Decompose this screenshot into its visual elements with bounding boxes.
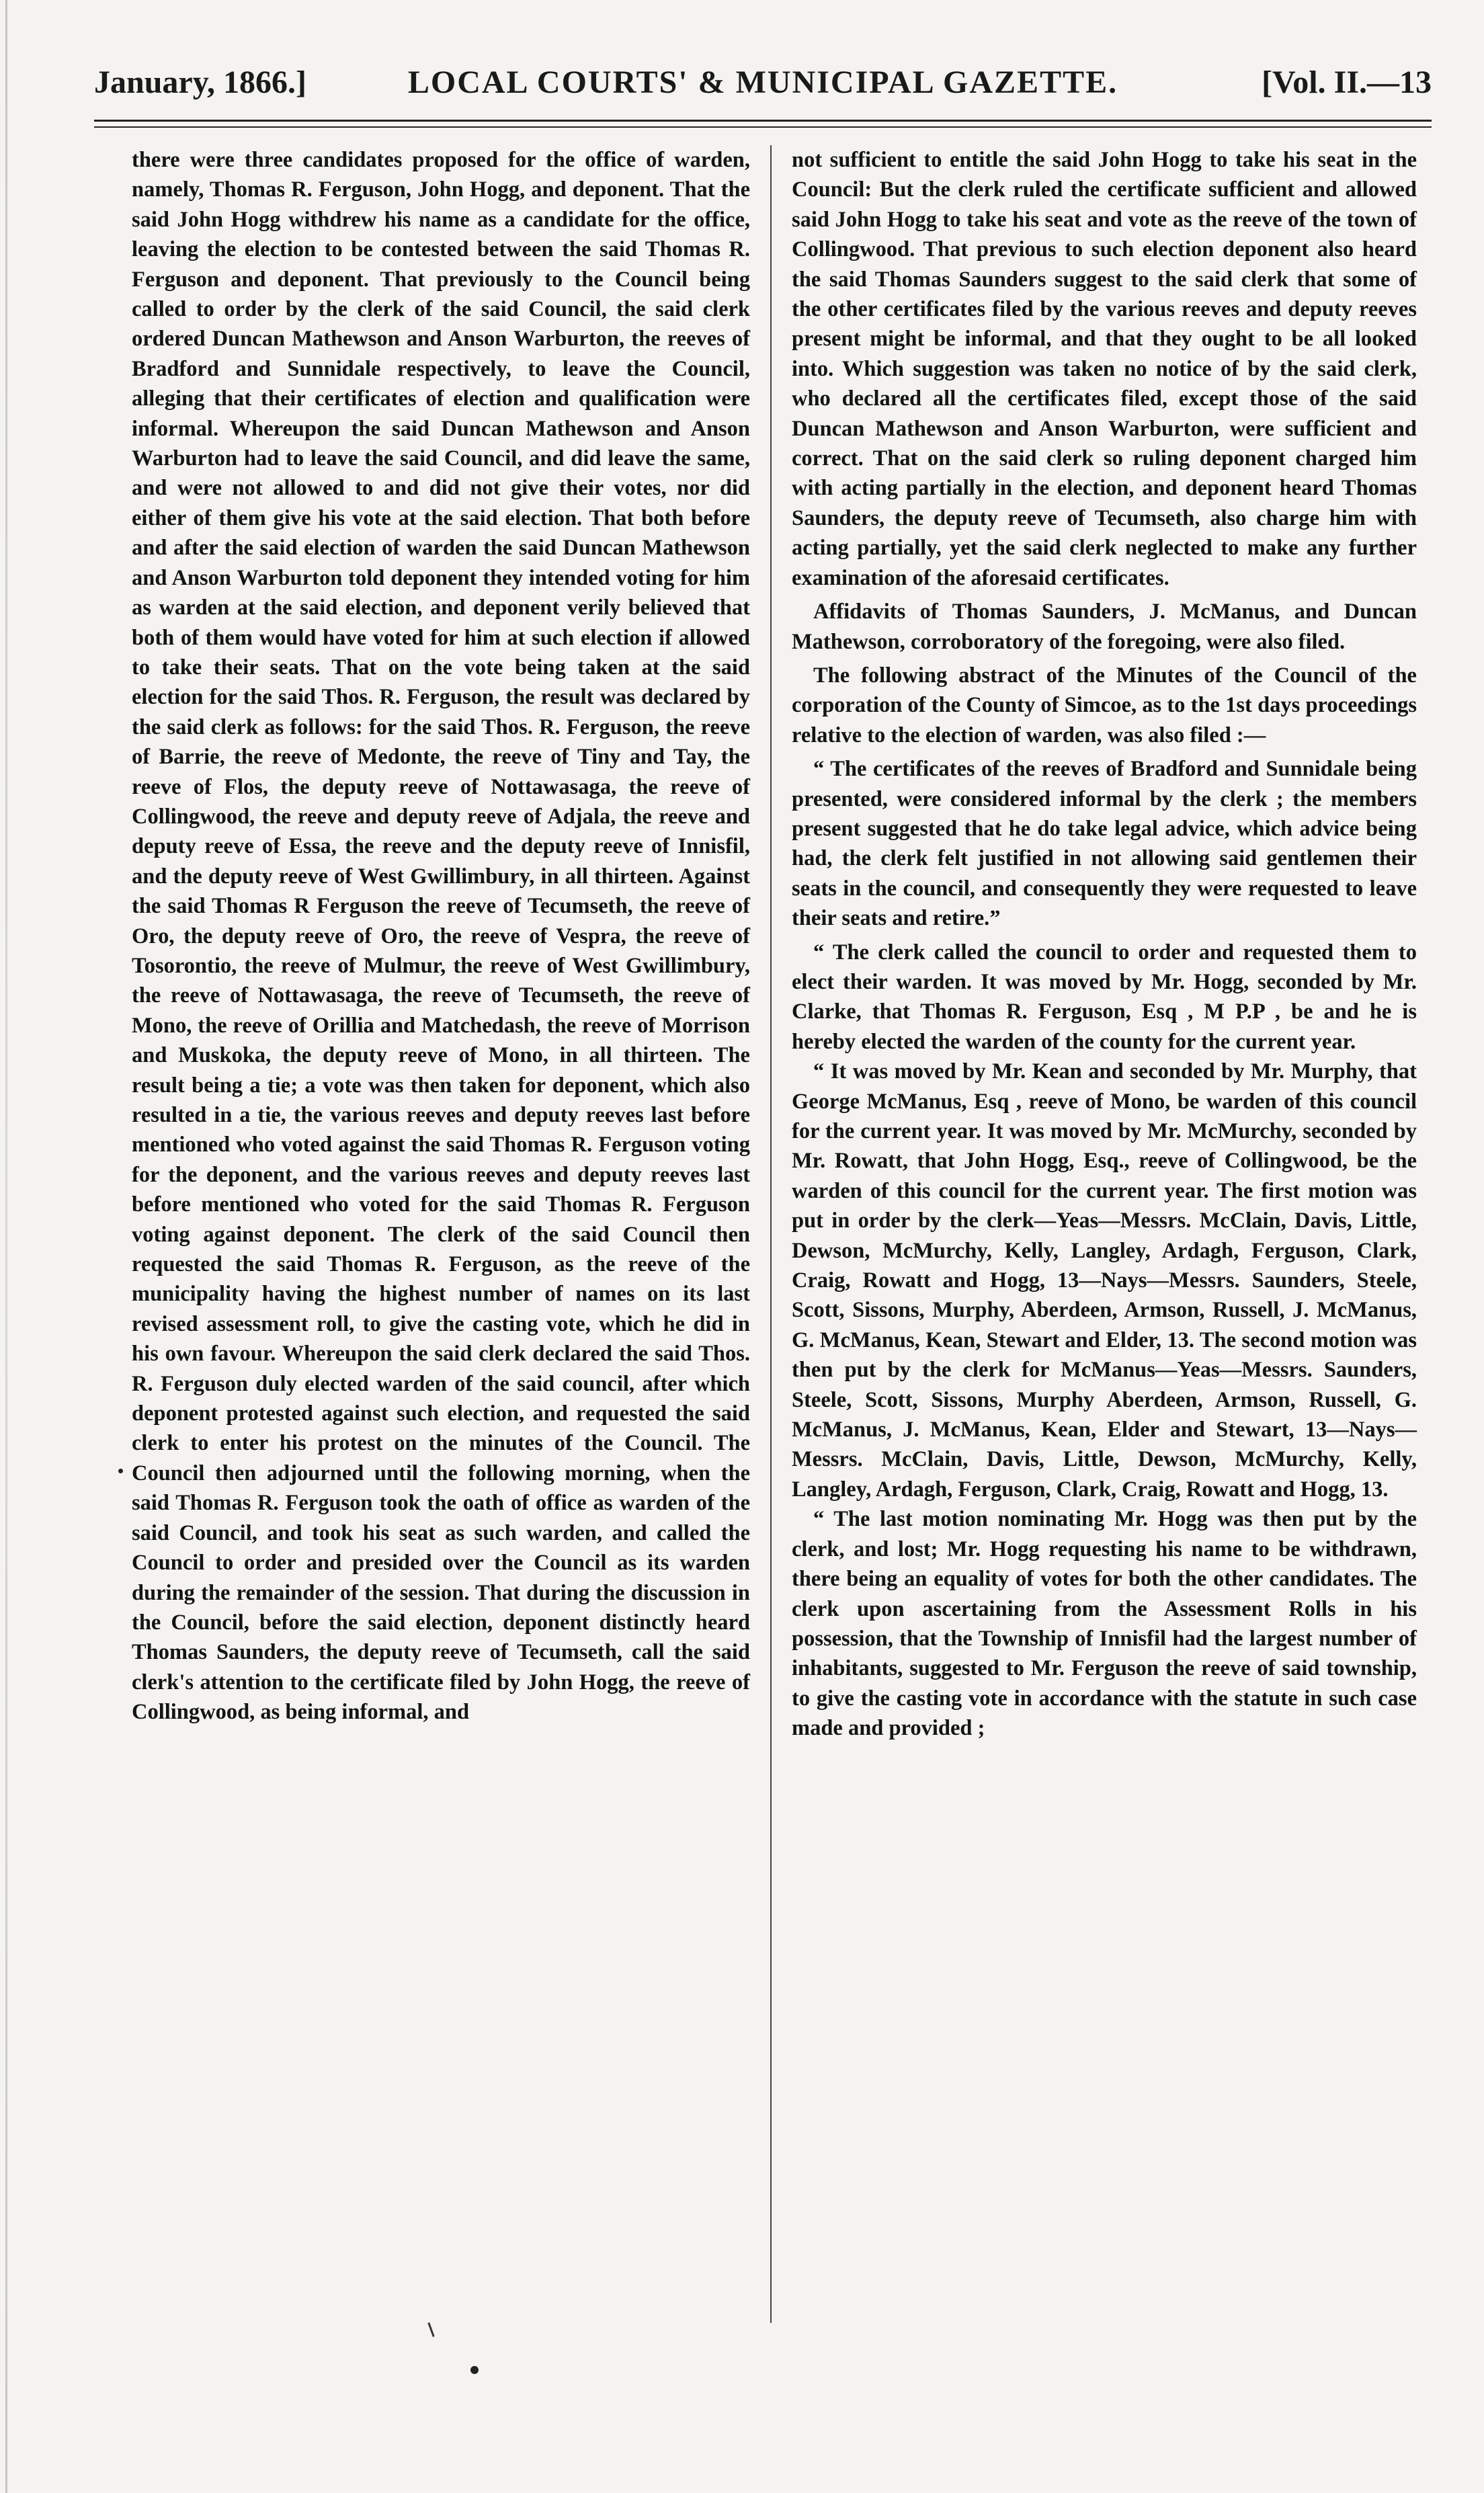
header-rule-thin <box>94 126 1432 128</box>
right-column <box>792 145 1417 1744</box>
right-paragraph-6: “ It was moved by Mr. Kean and seconded by Mr. Murphy, that George McManus, Esq , reeve of Mono, be warden of this council for the current year. It was moved by Mr. McMurchy, seconded by Mr. Rowatt, that John Hogg, Esq., reeve of Collingwood, be the warden of this council for the current year. The first motion was put in order by the clerk—Yeas—Messrs. McClain, Davis, Little, Dewson, McMurchy, Kelly, Langley, Ardagh, Ferguson, Clark, Craig, Rowatt and Hogg, 13—Nays—Messrs. Saunders, Steele, Scott, Sissons, Murphy, Aberdeen, Armson, Russell, J. McManus, G. McManus, Kean, Stewart and Elder, 13. The second motion was then put by the clerk for McManus—Yeas—Messrs. Saunders, Steele, Scott, Sissons, Murphy Aberdeen, Armson, Russell, G. McManus, J. McManus, Kean, Elder and Stewart, 13—Nays—Messrs. McClain, Davis, Little, Dewson, McMurchy, Kelly, Langley, Ardagh, Ferguson, Clark, Craig, Rowatt and Hogg, 13. <box>792 1059 1417 1502</box>
right-paragraph-1: not sufficient to entitle the said John Hogg to take his seat in the Council: But the clerk ruled the certificate sufficient and allowed said John Hogg to take his seat and vote as the reeve of the town of Collingwood. That previous to such election deponent also heard the said Thomas Saunders suggest to the said clerk that some of the other certificates filed by the various reeves and deputy reeves present might be informal, and that they ought to be all looked into. Which suggestion was taken no notice of by the said clerk, who declared all the certificates filed, except those of the said Duncan Mathewson and Anson Warburton, were sufficient and correct. That on the said clerk so ruling deponent charged him with acting partially in the election, and deponent heard Thomas Saunders, the deputy reeve of Tecumseth, also charge him with acting partially, yet the said clerk neglected to make any further examination of the aforesaid certificates. <box>792 148 1417 590</box>
right-paragraph-4: “ The certificates of the reeves of Bradford and Sunnidale being presented, were considered informal by the clerk ; the members present suggested that he do take legal advice, which advice being had, the clerk felt justified in not allowing said gentlemen their seats in the council, and consequently they were requested to leave their seats and retire.” <box>792 757 1417 931</box>
left-paragraph-1: there were three candidates proposed for the office of warden, namely, Thomas R. Ferguson, John Hogg, and deponent. That the said John Hogg withdrew his name as a candidate for the office, leaving the election to be contested between the said Thomas R. Ferguson and deponent. That previously to the Council being called to order by the clerk of the said Council, the said clerk ordered Duncan Mathewson and Anson Warburton, the reeves of Bradford and Sunnidale respectively, to leave the Council, alleging that their certificates of election and qualification were informal. Whereupon the said Duncan Mathewson and Anson Warburton had to leave the said Council, and did leave the same, and were not allowed to and did not give their votes, nor did either of them give his vote at the said election. That both before and after the said election of warden the said Duncan Mathewson and Anson Warburton told deponent they intended voting for him as warden at the said election, and deponent verily believed that both of them would have voted for him at such election if allowed to take their seats. That on the vote being taken at the said election for the said Thos. R. Ferguson, the result was declared by the said clerk as follows: for the said Thos. R. Ferguson, the reeve of Barrie, the reeve of Medonte, the reeve of Tiny and Tay, the reeve of Flos, the deputy reeve of Nottawasaga, the reeve of Collingwood, the reeve and deputy reeve of Adjala, the reeve and deputy reeve of Essa, the reeve and the deputy reeve of Innisfil, and the deputy reeve of West Gwillimbury, in all thirteen. Against the said Thomas R Ferguson the reeve of Tecumseth, the reeve of Oro, the deputy reeve of Oro, the reeve of Vespra, the reeve of Tosorontio, the reeve of Mulmur, the reeve of West Gwillimbury, the reeve of Nottawasaga, the reeve of Tecumseth, the reeve of Mono, the reeve of Orillia and Matchedash, the reeve of Morrison and Muskoka, the deputy reeve of Mono, in all thirteen. The result being a tie; a vote was then taken for deponent, which also resulted in a tie, the various reeves and deputy reeves last before mentioned who voted against the said Thomas R. Ferguson voting for the deponent, and the various reeves and deputy reeves last before mentioned who voted for the said Thomas R. Ferguson voting against deponent. The clerk of the said Council then requested the said Thomas R. Ferguson, as the reeve of the municipality having the highest number of names on its last revised assessment roll, to give the casting vote, which he did in his own favour. Whereupon the said clerk declared the said Thos. R. Ferguson duly elected warden of the said council, after which deponent protested against such election, and requested the said clerk to enter his protest on the minutes of the Council. The Council then adjourned until the following morning, when the said Thomas R. Ferguson took the oath of office as warden of the said Council, and took his seat as such warden, and called the Council to order and presided over the Council as its warden during the remainder of the session. That during the discussion in the Council, before the said election, deponent distinctly heard Thomas Saunders, the deputy reeve of Tecumseth, call the said clerk's attention to the certificate filed by John Hogg, the reeve of Collingwood, as being informal, and <box>132 148 750 1725</box>
header-volume: [Vol. II.—13 <box>1262 65 1432 100</box>
left-column <box>132 145 750 1727</box>
page-header <box>94 64 1432 124</box>
header-date: January, 1866.] <box>94 65 307 100</box>
page-edge-shadow <box>5 0 7 2493</box>
right-paragraph-7: “ The last motion nominating Mr. Hogg was then put by the clerk, and lost; Mr. Hogg requesting his name to be withdrawn, there being an equality of votes for both the other candidates. The clerk upon ascertaining from the Assessment Rolls in his possession, that the Township of Innisfil had the largest number of inhabitants, suggested to Mr. Ferguson the reeve of said township, to give the casting vote in accordance with the statute in such case made and provided ; <box>792 1507 1417 1741</box>
column-divider <box>770 145 772 2323</box>
right-paragraph-2: Affidavits of Thomas Saunders, J. McManus, and Duncan Mathewson, corroboratory of the foregoing, were also filed. <box>792 600 1417 654</box>
margin-dot <box>118 1469 123 1473</box>
print-mark-tick <box>427 2322 434 2337</box>
header-title: LOCAL COURTS' & MUNICIPAL GAZETTE. <box>407 65 1118 100</box>
print-mark-dot <box>470 2366 479 2374</box>
right-paragraph-5: “ The clerk called the council to order and requested them to elect their warden. It was moved by Mr. Hogg, seconded by Mr. Clarke, that Thomas R. Ferguson, Esq , M P.P , be and he is hereby elected the warden of the county for the current year. <box>792 940 1417 1054</box>
header-rule-thick <box>94 120 1432 122</box>
right-paragraph-3: The following abstract of the Minutes of the Council of the corporation of the County of Simcoe, as to the 1st days proceedings relative to the election of warden, was also filed :— <box>792 663 1417 747</box>
